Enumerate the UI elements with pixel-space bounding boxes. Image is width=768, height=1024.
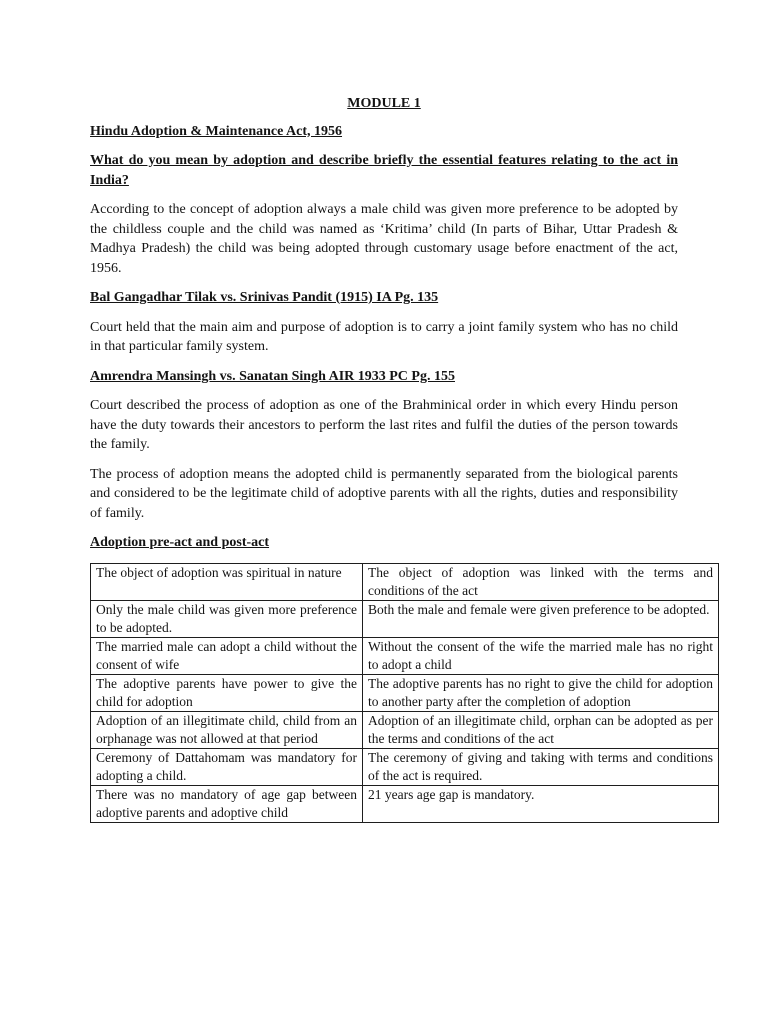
- comparison-row: [91, 711, 719, 748]
- comparison-row: [91, 785, 719, 822]
- module-title: MODULE 1: [347, 96, 421, 111]
- comparison-row: [91, 637, 719, 674]
- comparison-row: [91, 600, 719, 637]
- case-paragraph: Court held that the main aim and purpose of adoption is to carry a joint family system who has no child in that particular family system.: [90, 319, 678, 354]
- document-body: [90, 94, 713, 823]
- post-act-cell: The ceremony of giving and taking with terms and conditions of the act is required.: [363, 748, 719, 785]
- post-act-cell: The object of adoption was linked with the terms and conditions of the act: [363, 563, 719, 600]
- pre-act-cell: The object of adoption was spiritual in nature: [91, 563, 363, 600]
- pre-act-cell: The married male can adopt a child without the consent of wife: [91, 637, 363, 674]
- post-act-cell: The adoptive parents has no right to give the child for adoption to another party after the completion of adoption: [363, 674, 719, 711]
- pre-act-cell: Only the male child was given more preference to be adopted.: [91, 600, 363, 637]
- case-paragraph: The process of adoption means the adopted child is permanently separated from the biological parents and considered to be the legitimate child of adoptive parents with all the rights, duties and responsibility of family.: [90, 466, 678, 521]
- comparison-table: [90, 563, 719, 823]
- case-heading: Amrendra Mansingh vs. Sanatan Singh AIR 1933 PC Pg. 155: [90, 368, 455, 384]
- comparison-heading: Adoption pre-act and post-act: [90, 535, 270, 550]
- case-heading: Bal Gangadhar Tilak vs. Srinivas Pandit (1915) IA Pg. 135: [90, 290, 439, 305]
- post-act-cell: Both the male and female were given preference to be adopted.: [363, 600, 719, 637]
- comparison-row: [91, 674, 719, 711]
- pre-act-cell: The adoptive parents have power to give the child for adoption: [91, 674, 363, 711]
- post-act-cell: 21 years age gap is mandatory.: [363, 785, 719, 822]
- act-title: Hindu Adoption & Maintenance Act, 1956: [90, 123, 343, 139]
- post-act-cell: Without the consent of the wife the married male has no right to adopt a child: [363, 637, 719, 674]
- pre-act-cell: There was no mandatory of age gap between adoptive parents and adoptive child: [91, 785, 363, 822]
- post-act-cell: Adoption of an illegitimate child, orphan can be adopted as per the terms and conditions of the act: [363, 711, 719, 748]
- pre-act-cell: Adoption of an illegitimate child, child from an orphanage was not allowed at that period: [91, 711, 363, 748]
- comparison-row: [91, 748, 719, 785]
- question-heading: What do you mean by adoption and describe briefly the essential features relating to the act in India?: [90, 153, 678, 188]
- comparison-row: [91, 563, 719, 600]
- case-paragraph: Court described the process of adoption as one of the Brahminical order in which every Hindu person have the duty towards their ancestors to perform the last rites and fulfil the duties of the person towards the family.: [90, 398, 678, 452]
- intro-paragraph: According to the concept of adoption always a male child was given more preference to be adopted by the childless couple and the child was named as ‘Kritima’ child (In parts of Bihar, Uttar Pradesh & Madhya Pradesh) the child was being adopted through customary usage before enactment of the act, 1956.: [90, 202, 678, 276]
- pre-act-cell: Ceremony of Dattahomam was mandatory for adopting a child.: [91, 748, 363, 785]
